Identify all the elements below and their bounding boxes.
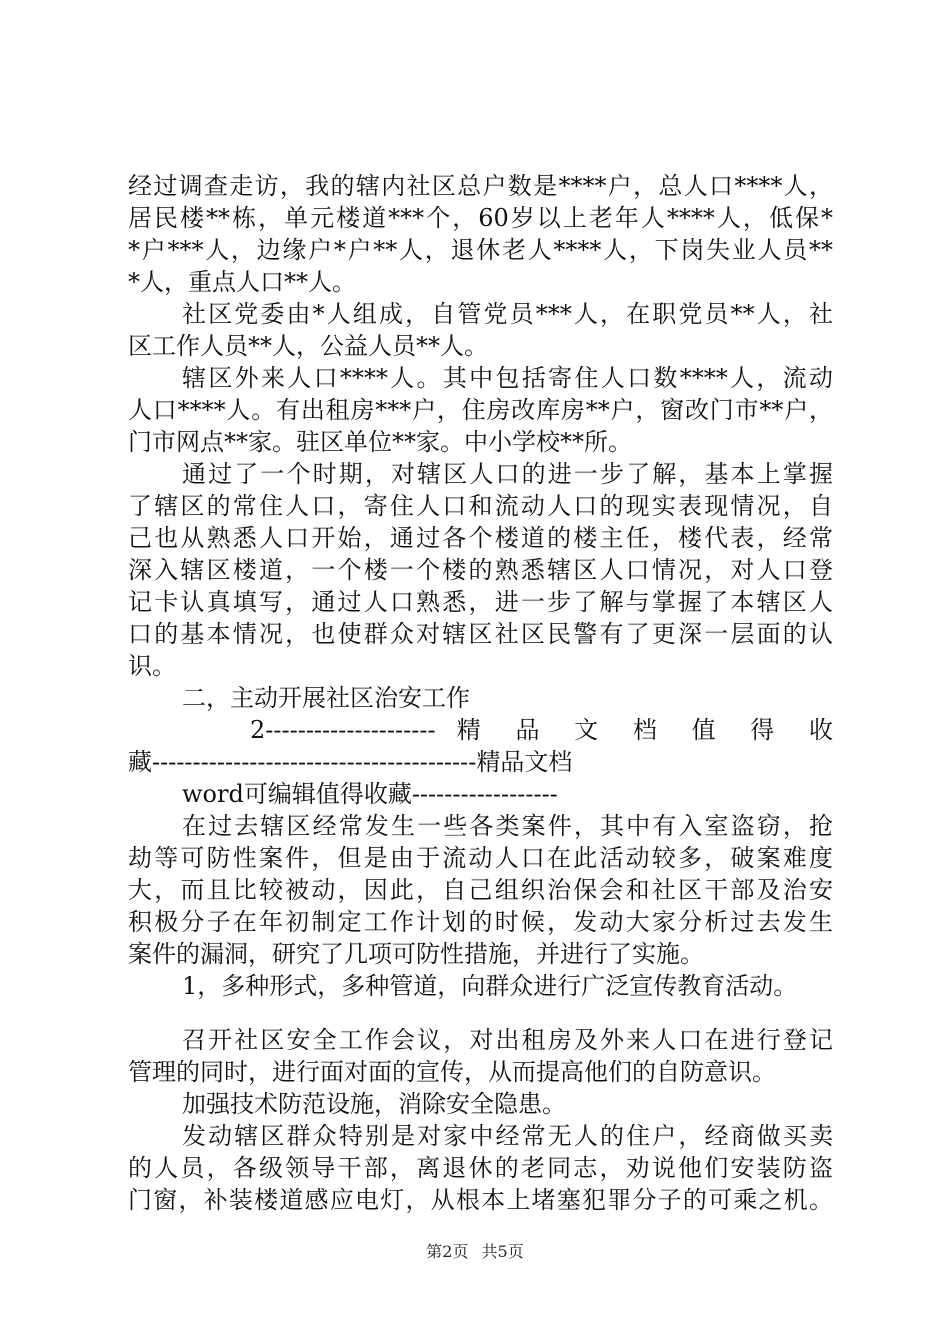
watermark-line: 2--------------------- 精 品 文 档 值 得 收 — [250, 716, 833, 744]
text-line: 区工作人员**人，公益人员**人。 — [128, 332, 488, 360]
page-number: 第2页 — [426, 1242, 469, 1261]
text-line: 劫等可防性案件，但是由于流动人口在此活动较多，破案难度 — [128, 844, 833, 872]
text-line: 人口****人。有出租房***户，住房改库房**户，窗改门市**户， — [128, 396, 833, 424]
watermark-line: 藏----------------------------------------精品文档 — [128, 748, 573, 776]
text-line: 发动辖区群众特别是对家中经常无人的住户，经商做买卖 — [182, 1122, 833, 1150]
text-line: 的人员，各级领导干部，离退休的老同志，劝说他们安装防盗 — [128, 1154, 833, 1182]
text-line: 在过去辖区经常发生一些各类案件，其中有入室盗窃，抢 — [182, 812, 833, 840]
text-line: 经过调查走访，我的辖内社区总户数是****户，总人口****人， — [128, 172, 833, 200]
text-line: 己也从熟悉人口开始，通过各个楼道的楼主任，楼代表，经常 — [128, 524, 833, 552]
section-heading: 二，主动开展社区治安工作 — [182, 684, 470, 712]
page-footer — [0, 1241, 950, 1263]
text-line: 1，多种形式，多种管道，向群众进行广泛宣传教育活动。 — [182, 972, 798, 1000]
page-total: 共5页 — [481, 1242, 524, 1261]
text-line: 门窗，补装楼道感应电灯，从根本上堵塞犯罪分子的可乘之机。 — [128, 1186, 833, 1214]
body-text — [128, 170, 833, 1216]
text-line: 案件的漏洞，研究了几项可防性措施，并进行了实施。 — [128, 940, 704, 968]
text-line: 门市网点**家。驻区单位**家。中小学校**所。 — [128, 428, 632, 456]
text-line: 管理的同时，进行面对面的宣传，从而提高他们的自防意识。 — [128, 1058, 776, 1086]
text-line: 社区党委由*人组成，自管党员***人，在职党员**人，社 — [182, 300, 833, 328]
text-line: *户***人，边缘户*户**人，退休老人****人，下岗失业人员** — [128, 236, 833, 264]
text-line: 召开社区安全工作会议，对出租房及外来人口在进行登记 — [182, 1026, 833, 1054]
text-line: 口的基本情况，也使群众对辖区社区民警有了更深一层面的认 — [128, 620, 833, 648]
text-line: *人，重点人口**人。 — [128, 268, 356, 296]
text-line: 积极分子在年初制定工作计划的时候，发动大家分析过去发生 — [128, 908, 833, 936]
watermark-line: word可编辑值得收藏------------------ — [182, 780, 558, 808]
text-line: 加强技术防范设施，消除安全隐患。 — [182, 1090, 566, 1118]
text-line: 记卡认真填写，通过人口熟悉，进一步了解与掌握了本辖区人 — [128, 588, 833, 616]
text-line: 识。 — [128, 652, 176, 680]
text-line: 居民楼**栋，单元楼道***个，60岁以上老年人****人，低保* — [128, 204, 833, 232]
text-line: 深入辖区楼道，一个楼一个楼的熟悉辖区人口情况，对人口登 — [128, 556, 833, 584]
text-line: 大，而且比较被动，因此，自己组织治保会和社区干部及治安 — [128, 876, 833, 904]
text-line: 了辖区的常住人口，寄住人口和流动人口的现实表现情况，自 — [128, 492, 833, 520]
text-line: 辖区外来人口****人。其中包括寄住人口数****人，流动 — [182, 364, 833, 392]
text-line: 通过了一个时期，对辖区人口的进一步了解，基本上掌握 — [182, 460, 833, 488]
blank-line — [128, 1002, 833, 1024]
